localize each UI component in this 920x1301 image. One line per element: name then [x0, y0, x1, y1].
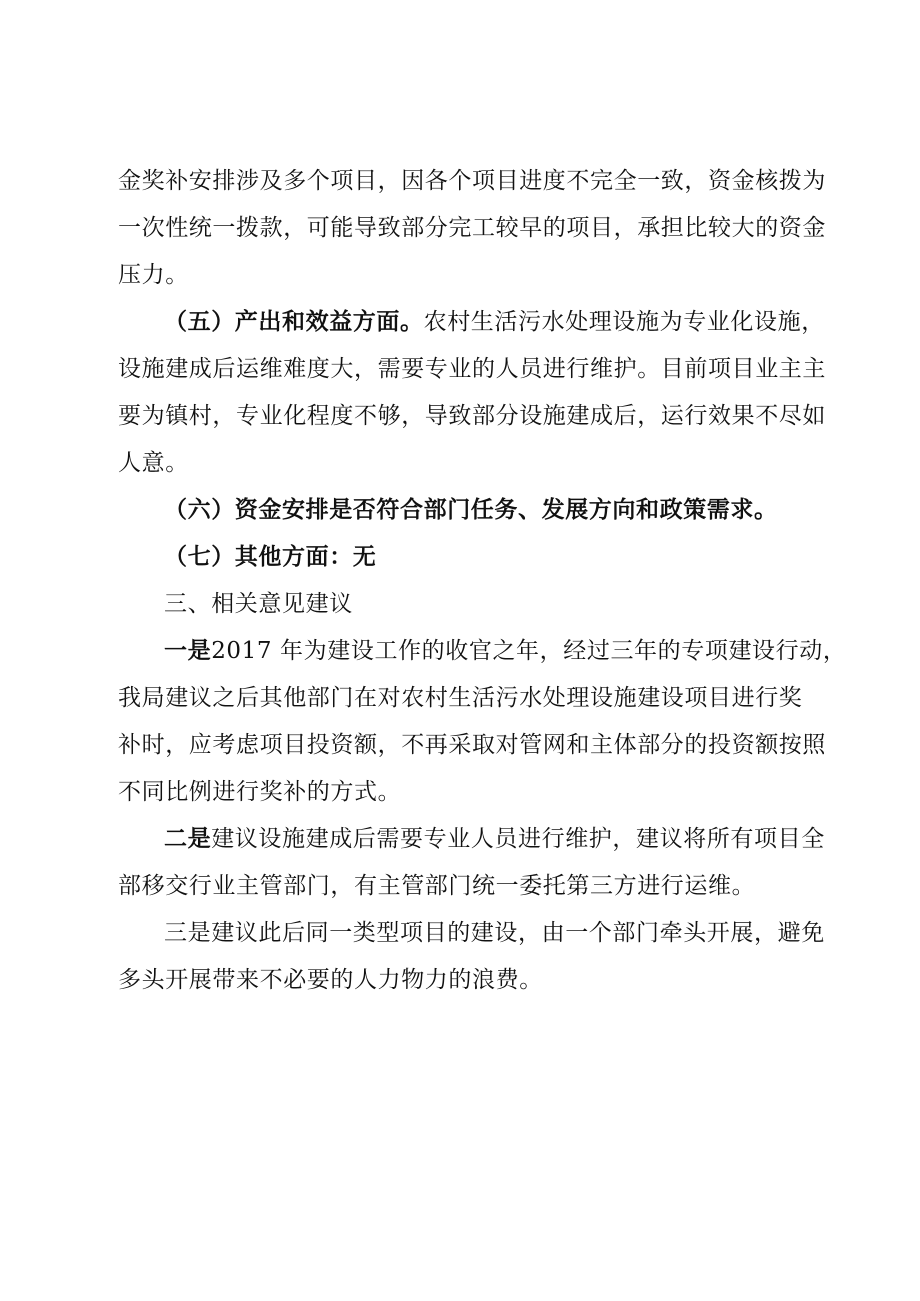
- paragraph-line: 一次性统一拨款，可能导致部分完工较早的项目，承担比较大的资金: [118, 215, 826, 241]
- paragraph-line: 设施建成后运维难度大，需要专业的人员进行维护。目前项目业主主: [118, 356, 826, 382]
- paragraph-line: [164, 307, 825, 337]
- paragraph-line: 我局建议之后其他部门在对农村生活污水处理设施建设项目进行奖: [118, 685, 803, 711]
- suggestion-lead: 二是: [164, 825, 212, 852]
- subheading-funding: （六）资金安排是否符合部门任务、发展方向和政策需求。: [164, 496, 778, 523]
- paragraph-line: 人意。: [118, 450, 189, 476]
- paragraph-line: [164, 824, 825, 854]
- paragraph-line: 压力。: [118, 262, 189, 288]
- subheading-other: （七）其他方面：无: [164, 543, 377, 570]
- paragraph-line: 三是建议此后同一类型项目的建设，由一个部门牵头开展，避免: [164, 920, 825, 946]
- paragraph-line: 要为镇村，专业化程度不够，导致部分设施建成后，运行效果不尽如: [118, 403, 826, 429]
- paragraph-line: 金奖补安排涉及多个项目，因各个项目进度不完全一致，资金核拨为: [118, 168, 826, 194]
- section-title: 三、相关意见建议: [164, 591, 353, 617]
- paragraph-text: 农村生活污水处理设施为专业化设施，: [423, 309, 825, 335]
- paragraph-text: 建议设施建成后需要专业人员进行维护，建议将所有项目全: [211, 826, 825, 852]
- paragraph-line: 补时，应考虑项目投资额，不再采取对管网和主体部分的投资额按照: [118, 732, 826, 758]
- paragraph-line: 不同比例进行奖补的方式。: [118, 779, 402, 805]
- paragraph-line: 部移交行业主管部门，有主管部门统一委托第三方进行运维。: [118, 873, 756, 899]
- paragraph-text: 2017 年为建设工作的收官之年，经过三年的专项建设行动，: [211, 638, 847, 664]
- paragraph-line: [164, 636, 846, 666]
- subheading-output-benefit: （五）产出和效益方面。: [164, 308, 424, 335]
- suggestion-lead: 一是: [164, 637, 212, 664]
- paragraph-line: 多头开展带来不必要的人力物力的浪费。: [118, 967, 543, 993]
